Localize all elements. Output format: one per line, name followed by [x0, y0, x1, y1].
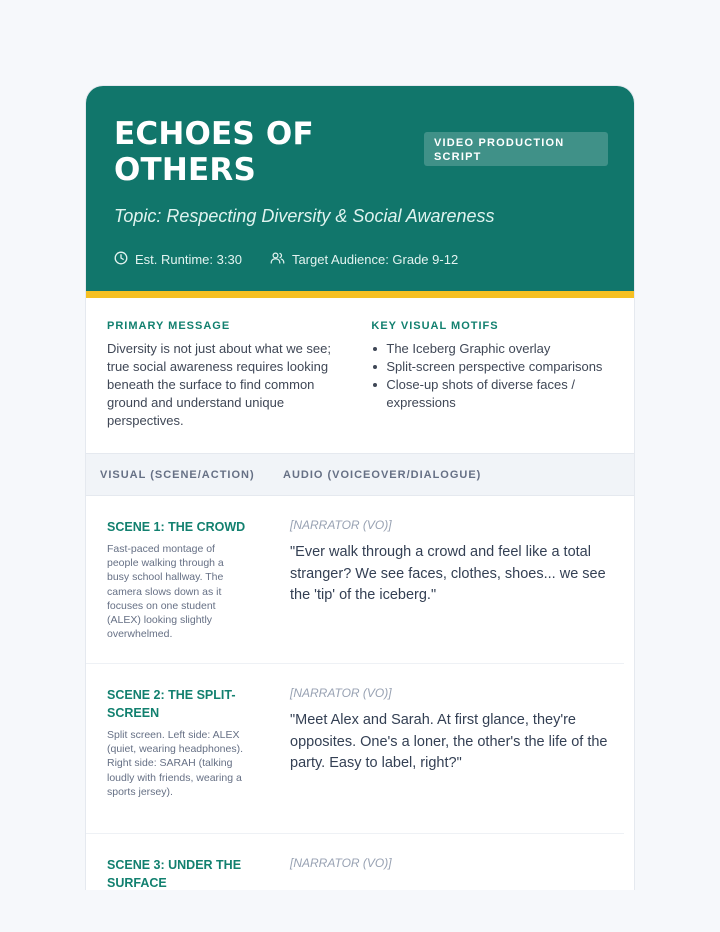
- scene-speaker: [NARRATOR (VO)]: [290, 518, 392, 532]
- table-row: [86, 664, 624, 834]
- audience-text: Target Audience: Grade 9-12: [291, 252, 459, 267]
- visual-column-header: VISUAL (SCENE/ACTION): [100, 468, 255, 481]
- runtime-info: [114, 251, 242, 268]
- primary-message-text: Diversity is not just about what we see; true social awareness requires looking beneath the surface to find common ground and understand unique perspectives.: [107, 341, 331, 428]
- motif-list: [371, 340, 614, 412]
- scene-audio-cell: [290, 496, 620, 663]
- script-meta: [114, 251, 606, 268]
- script-summary: [86, 298, 634, 454]
- scene-audio-cell: [290, 664, 620, 833]
- scene-dialogue: "Ever walk through a crowd and feel like a total stranger? We see faces, clothes, shoes... we see the 'tip' of the iceberg.": [290, 544, 606, 603]
- scene-description: Fast-paced montage of people walking through a busy school hallway. The camera slows down as it focuses on one student (ALEX) looking slightly overwhelmed.: [107, 543, 224, 641]
- primary-message-section: [107, 320, 371, 431]
- audio-column-header: AUDIO (VOICEOVER/DIALOGUE): [283, 468, 482, 481]
- clock-icon: [114, 251, 135, 268]
- script-card: [85, 85, 635, 890]
- scene-visual-cell: [86, 496, 290, 663]
- visual-motifs-heading: KEY VISUAL MOTIFS: [371, 320, 499, 332]
- script-title: [114, 116, 354, 188]
- scene-title: SCENE 1: THE CROWD: [107, 520, 246, 534]
- list-item: The Iceberg Graphic overlay: [371, 340, 614, 358]
- table-row: [86, 496, 624, 664]
- list-item: Split-screen perspective comparisons: [371, 358, 614, 376]
- scene-audio-cell: [290, 834, 620, 890]
- list-item: Close-up shots of diverse faces / expressions: [371, 376, 614, 412]
- table-row: [86, 834, 624, 890]
- audience-info: [270, 251, 458, 268]
- scene-speaker: [NARRATOR (VO)]: [290, 686, 392, 700]
- script-table-header: [86, 454, 634, 496]
- scene-speaker: [NARRATOR (VO)]: [290, 856, 392, 870]
- scene-dialogue: "Meet Alex and Sarah. At first glance, they're opposites. One's a loner, the other's the life of the party. Easy to label, right?": [290, 712, 608, 771]
- title-line-1: ECHOES OF: [114, 116, 314, 152]
- production-badge: VIDEO PRODUCTION SCRIPT: [424, 132, 608, 166]
- scene-title: SCENE 2: THE SPLIT-SCREEN: [107, 688, 236, 720]
- runtime-text: Est. Runtime: 3:30: [135, 252, 242, 267]
- script-header: [86, 86, 634, 291]
- primary-message-heading: PRIMARY MESSAGE: [107, 320, 231, 332]
- script-topic: Topic: Respecting Diversity & Social Awareness: [114, 206, 495, 226]
- scene-visual-cell: [86, 834, 290, 890]
- title-line-2: OTHERS: [114, 152, 257, 188]
- scene-visual-cell: [86, 664, 290, 833]
- visual-motifs-section: [371, 320, 614, 431]
- accent-divider: [86, 291, 634, 298]
- scene-description: Split screen. Left side: ALEX (quiet, wearing headphones). Right side: SARAH (talking loudly with friends, wearing a sports jersey).: [107, 729, 244, 798]
- scene-title: SCENE 3: UNDER THE SURFACE: [107, 858, 242, 890]
- users-icon: [270, 251, 292, 268]
